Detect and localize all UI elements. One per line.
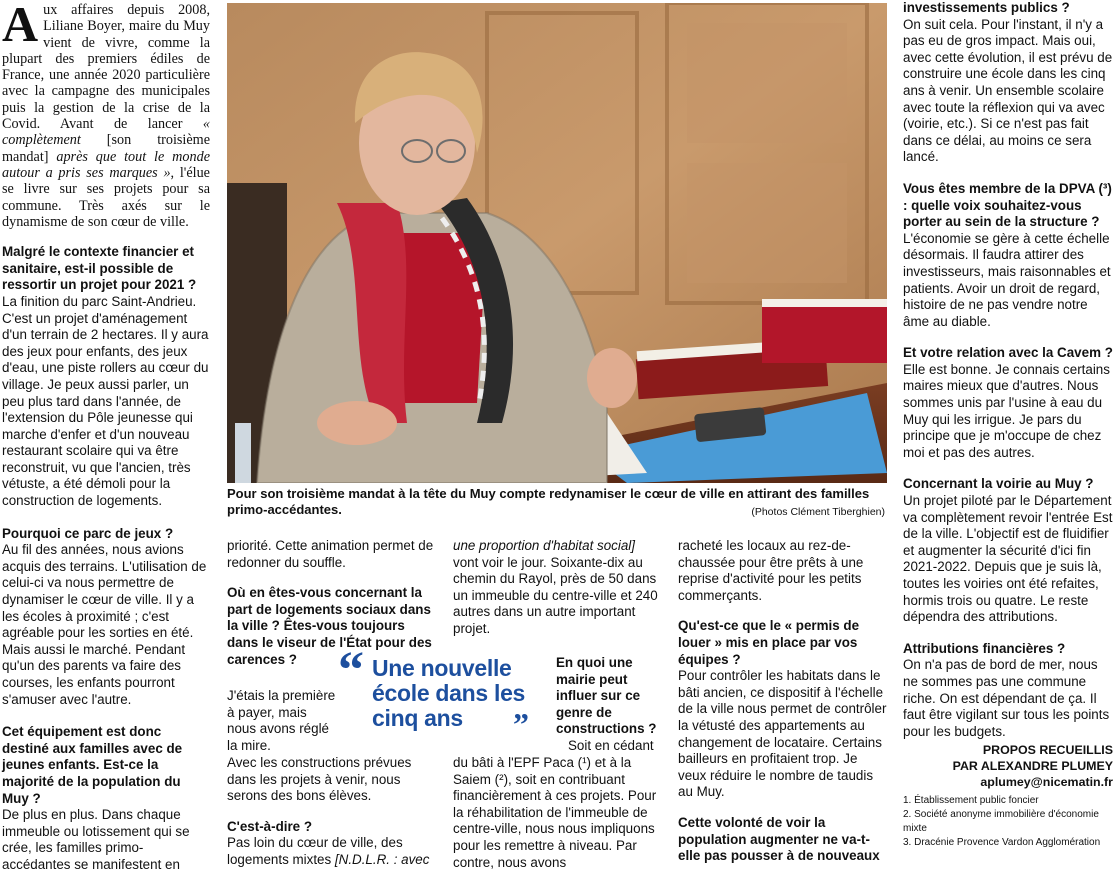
answer: On n'a pas de bord de mer, nous ne sommes pas une commune riche. On est dépendant de ça. Il faut être vigilant sur tous les points pour les budgets. <box>903 657 1110 739</box>
footnote: 2. Société anonyme immobilière d'économie mixte <box>903 809 1099 835</box>
answer: L'économie se gère à cette échelle désormais. Il faudra attirer des investisseurs, mais raisonnables et patients. Avoir un droit de regard, histoire de ne pas vendre notre âme au diable. <box>903 230 1111 329</box>
question: C'est-à-dire ? <box>227 818 313 834</box>
author-email[interactable]: aplumey@nicematin.fr <box>980 775 1113 790</box>
article-column-2-bottom <box>227 755 437 869</box>
author-credit: PROPOS RECUEILLIS PAR ALEXANDRE PLUMEY aplumey@nicematin.fr <box>903 742 1113 790</box>
question: Vous êtes membre de la DPVA (³) : quelle voix souhaitez-vous porter au sein de la structure ? <box>903 180 1112 230</box>
open-quote-mark: “ <box>338 642 364 699</box>
article-column-1 <box>2 2 210 874</box>
answer: De plus en plus. Dans chaque immeuble ou lotissement qui se crée, les familles primo-accédantes se manifestent en <box>2 807 190 872</box>
drop-cap: A <box>2 0 39 52</box>
answer: du bâti à l'EPF Paca (¹) et à la Saiem (²), soit en contribuant financièrement à ces projets. Pour la réhabilitation de l'immeuble de centre-ville, nous nous impliquons pour les remettre à niveau. Par contre, nous avons <box>453 755 657 870</box>
footnote: 3. Dracénie Provence Vardon Agglomération <box>903 837 1101 849</box>
answer: racheté les locaux au rez-de-chaussée pour être prêts à une reprise d'activité pour les petits commerçants. <box>678 538 864 603</box>
question: investissements publics ? <box>903 0 1070 15</box>
photo-credit: (Photos Clément Tiberghien) <box>751 506 885 518</box>
intro-paragraph: Aux affaires depuis 2008, Liliane Boyer, maire du Muy vient de vivre, comme la plupart des premiers édiles de France, une année 2020 particulière avec la campagne des municipales puis la gestion de la crise de la Covid. Avant de lancer « complètement [son troisième mandat] après que tout le monde autour a pris ses marques », l'élue se livre sur ses projets pour sa commune. Très axés sur le dynamisme de son cœur de ville. <box>2 0 210 230</box>
article-photo <box>227 3 887 483</box>
answer: priorité. Cette animation permet de redonner du souffle. <box>227 538 434 570</box>
answer: La finition du parc Saint-Andrieu. C'est un projet d'aménagement d'un terrain de 2 hectares. Il y aura des jeux pour enfants, des jeux d'eau, une piste rollers au cœur du village. Je peux aussi parler, un peu plus tard dans l'année, de l'extension du Pôle jeunesse qui marche d'enfer et d'un nouveau restaurant scolaire qui va être reconstruit, vu que l'ancien, très vétuste, a été démoli pour la construction de logements. <box>2 293 209 509</box>
answer: Avec les constructions prévues dans les projets à venir, nous serons des bons élèves. <box>227 755 412 804</box>
pull-quote-text: Une nouvelle école dans les cinq ans <box>372 655 526 731</box>
close-quote-mark: ” <box>513 706 529 742</box>
footnote: 1. Établissement public foncier <box>903 795 1039 807</box>
photo-caption <box>227 486 887 518</box>
answer: Au fil des années, nous avions acquis des terrains. L'utilisation de celui-ci va nous permettre de dynamiser le cœur de ville. Il y a les écoles à proximité ; c'est agréable pour les sorties en été. Mais aussi le marché. Pendant qu'un des parents va faire des courses, les enfants pourront s'amuser avec l'autre. <box>2 542 207 707</box>
question: Cette volonté de voir la population augmenter ne va-t-elle pas pousser à de nouveaux <box>678 814 880 864</box>
answer: Soit en cédant <box>568 738 654 753</box>
answer-narrow: J'étais la première à payer, mais nous avons réglé la mire. <box>227 688 336 753</box>
answer: Pas loin du cœur de ville, des logements mixtes [N.D.L.R. : avec <box>227 835 430 867</box>
answer: Un projet piloté par le Département va complètement revoir l'entrée Est de la ville. L'objectif est de fluidifier et augmenter la sécurité d'ici fin 2021-2022. Depuis que je suis là, toutes les voiries ont été refaites, hormis trois ou quatre. Le reste dépendra des attributions. <box>903 493 1113 625</box>
question: Où en êtes-vous concernant la part de logements sociaux dans la ville ? Êtes-vous toujours dans le viseur de l'État pour des carences ? <box>227 585 432 667</box>
article-column-2 <box>227 538 437 668</box>
question: Cet équipement est donc destiné aux familles avec de jeunes enfants. Est-ce la majorité de la population du Muy ? <box>2 724 183 806</box>
article-column-4 <box>678 538 888 865</box>
article-column-3 <box>453 538 663 638</box>
question: Et votre relation avec la Cavem ? <box>903 345 1113 361</box>
question: Pourquoi ce parc de jeux ? <box>2 525 174 541</box>
photo-mayor-at-desk <box>227 3 887 483</box>
answer: Elle est bonne. Je connais certains maires mieux que d'autres. Nous sommes unis par l'usine à eau du Muy qui les irrigue. Je pars du principe que je m'occupe de chez moi et pas des autres. <box>903 361 1110 460</box>
question: En quoi une mairie peut influer sur ce genre de constructions ? <box>556 655 657 737</box>
caption-text: Pour son troisième mandat à la tête du Muy compte redynamiser le cœur de ville en attirant des familles primo-accédantes. <box>227 486 870 517</box>
question: Attributions financières ? <box>903 640 1066 656</box>
question: Concernant la voirie au Muy ? <box>903 476 1094 492</box>
footnotes <box>903 794 1113 850</box>
answer: On suit cela. Pour l'instant, il n'y a pas eu de gros impact. Mais oui, avec cette évolution, il est prévu de construire une école dans les cinq ans à venir. Un ensemble scolaire avec toute la réflexion qui va avec (voirie, etc.). Si ce n'est pas fait dans ce délai, au moins ce sera lancé. <box>903 16 1113 165</box>
answer: une proportion d'habitat social] vont voir le jour. Soixante-dix au chemin du Rayol, près de 50 dans un immeuble du centre-ville et 240 autres dans un autre important projet. <box>453 538 658 636</box>
article-column-3-bottom <box>453 755 663 871</box>
question: Qu'est-ce que le « permis de louer » mis en place par vos équipes ? <box>678 618 860 667</box>
question: Malgré le contexte financier et sanitaire, est-il possible de ressortir un projet pour 2021 ? <box>2 244 197 293</box>
article-column-5 <box>903 0 1113 850</box>
answer: Pour contrôler les habitats dans le bâti ancien, ce dispositif à l'échelle de la ville nous permet de contrôler la vétusté des appartements au changement de locataire. Certains bailleurs en profitaient trop. Je veux réduire le nombre de taudis au Muy. <box>678 668 887 800</box>
